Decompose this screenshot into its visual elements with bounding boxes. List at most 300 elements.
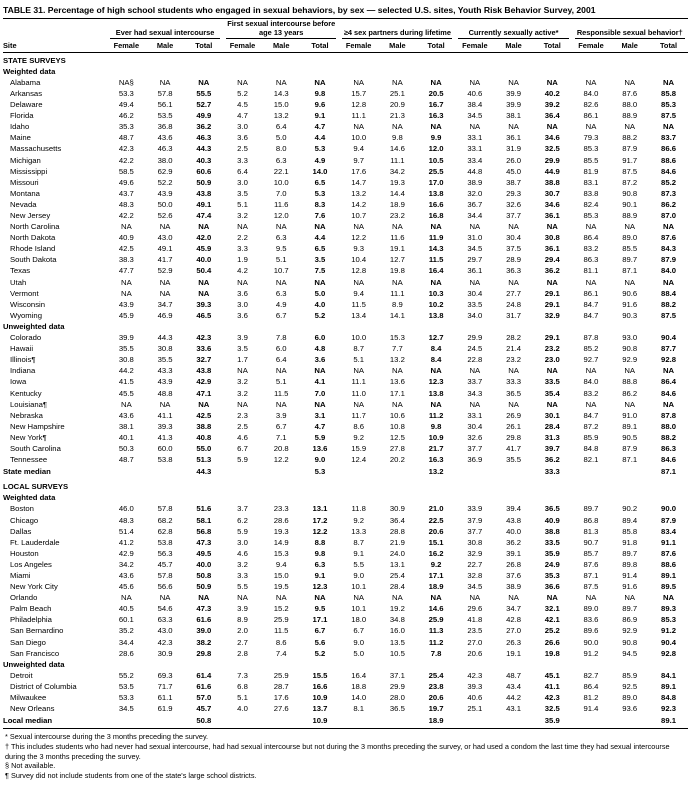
value-cell: 13.2 — [389, 355, 405, 365]
column-group-header: ≥4 sex partners during lifetime — [342, 28, 452, 40]
value-cell: 87.1 — [661, 467, 677, 477]
value-cell: 16.6 — [312, 681, 328, 691]
site-label: Vermont — [10, 288, 39, 298]
value-cell — [301, 52, 340, 66]
value-cell: 92.9 — [622, 355, 638, 365]
value-cell — [572, 479, 611, 492]
value-cell: 35.2 — [118, 626, 134, 636]
value-cell: 89.1 — [661, 571, 677, 580]
value-cell: NA — [624, 77, 636, 87]
value-cell: 87.1 — [622, 266, 638, 276]
value-cell: 11.1 — [351, 377, 366, 387]
column-group-header: Responsible sexual behavior† — [575, 28, 685, 40]
value-cell: NA — [275, 222, 287, 232]
value-cell: 9.4 — [353, 144, 365, 154]
value-cell: NA — [430, 399, 442, 409]
value-cell: 30.4 — [467, 421, 483, 431]
table-row — [3, 310, 688, 321]
value-cell: 33.3 — [506, 377, 522, 387]
value-cell: 87.6 — [661, 548, 677, 558]
site-label: Texas — [10, 266, 31, 276]
table-row — [3, 265, 688, 276]
value-cell: 81.9 — [583, 166, 599, 176]
value-cell: 32.6 — [467, 432, 483, 442]
value-cell: 7.0 — [314, 388, 326, 398]
value-cell — [262, 659, 301, 670]
value-cell: 87.6 — [661, 233, 677, 243]
site-label: New York¶ — [10, 432, 47, 442]
value-cell: 61.1 — [157, 693, 173, 703]
value-cell: 12.5 — [389, 432, 405, 442]
value-cell: NA — [546, 77, 558, 87]
value-cell: 52.9 — [157, 266, 173, 276]
site-label: South Carolina — [10, 443, 61, 453]
value-cell: 37.9 — [467, 515, 483, 525]
value-cell: 49.6 — [118, 177, 134, 187]
value-cell: NA — [546, 277, 558, 287]
value-cell: 48.3 — [118, 199, 134, 209]
value-cell: 87.6 — [583, 559, 599, 569]
value-cell: NA — [624, 593, 636, 603]
value-cell: 43.0 — [157, 626, 173, 636]
value-cell: 85.5 — [622, 244, 638, 254]
value-cell: 22.5 — [428, 515, 444, 525]
value-cell: 90.8 — [622, 344, 638, 354]
value-cell: 36.4 — [544, 111, 560, 121]
value-cell: 4.9 — [275, 299, 287, 309]
value-cell — [417, 52, 456, 66]
value-cell: 84.6 — [661, 166, 677, 176]
value-cell: 6.3 — [275, 233, 287, 243]
table-row — [3, 132, 688, 143]
value-cell — [301, 66, 340, 77]
value-cell: 45.6 — [118, 582, 134, 592]
value-cell: 10.1 — [351, 582, 367, 592]
value-cell: 3.0 — [237, 299, 248, 309]
value-cell — [572, 659, 611, 670]
table-row — [3, 110, 688, 121]
value-cell: 90.4 — [661, 637, 677, 647]
value-cell: 85.3 — [583, 144, 599, 154]
value-cell: 43.6 — [157, 133, 173, 143]
value-cell: 29.9 — [467, 333, 483, 343]
value-cell — [649, 66, 688, 77]
value-cell — [184, 492, 223, 503]
value-cell: 91.6 — [622, 299, 638, 309]
value-cell: 9.3 — [353, 244, 365, 254]
value-cell: 46.5 — [196, 310, 212, 320]
value-cell: NA — [353, 222, 365, 232]
value-cell: 89.6 — [583, 626, 599, 636]
value-cell — [184, 321, 223, 332]
value-cell — [146, 52, 185, 66]
value-cell: 11.5 — [351, 299, 366, 309]
value-cell: 13.1 — [312, 504, 328, 514]
value-cell: 32.9 — [544, 310, 560, 320]
value-cell: 38.0 — [157, 155, 173, 165]
value-cell: 9.1 — [314, 571, 326, 580]
value-cell — [533, 479, 572, 492]
value-cell: 3.5 — [314, 255, 326, 265]
value-cell: 56.6 — [157, 582, 173, 592]
value-cell: 45.1 — [544, 670, 560, 680]
value-cell: 36.4 — [389, 515, 405, 525]
value-cell: 14.9 — [273, 537, 289, 547]
value-cell: 8.7 — [353, 344, 365, 354]
value-cell — [494, 714, 533, 729]
table-row — [3, 88, 688, 99]
value-cell: 17.6 — [273, 693, 289, 703]
value-cell: 17.1 — [312, 615, 328, 625]
value-cell: 22.7 — [467, 559, 483, 569]
value-cell: 84.7 — [583, 310, 599, 320]
value-cell: 37.7 — [506, 211, 522, 220]
value-cell: 39.3 — [467, 681, 483, 691]
value-cell — [107, 492, 146, 503]
site-label: Illinois¶ — [10, 355, 36, 365]
value-cell: NA — [392, 77, 403, 87]
value-cell: 36.6 — [544, 582, 560, 592]
value-cell: 6.4 — [275, 122, 287, 132]
column-group-header: First sexual intercourse before age 13 years — [226, 19, 336, 39]
value-cell: 14.3 — [428, 244, 444, 254]
value-cell: 90.8 — [622, 188, 638, 198]
value-cell: 29.9 — [389, 681, 405, 691]
value-cell: 15.7 — [351, 88, 367, 98]
value-cell: 86.6 — [661, 144, 677, 154]
value-cell: 40.6 — [467, 88, 483, 98]
value-cell — [378, 659, 417, 670]
value-cell: 83.7 — [661, 133, 677, 143]
value-cell: 9.8 — [314, 88, 326, 98]
value-cell: 41.1 — [157, 410, 173, 420]
value-cell — [494, 321, 533, 332]
value-cell: 10.0 — [351, 133, 367, 143]
value-cell: 57.8 — [157, 88, 173, 98]
value-cell: NA — [469, 366, 481, 376]
sub-column-header: Total — [533, 39, 572, 52]
value-cell: 28.6 — [118, 648, 134, 658]
value-cell: 37.1 — [389, 670, 405, 680]
value-cell: 37.7 — [467, 443, 483, 453]
value-cell: 44.2 — [118, 366, 134, 376]
value-cell: 34.6 — [544, 133, 560, 143]
value-cell: 86.3 — [583, 255, 599, 265]
value-cell: 55.2 — [118, 670, 134, 680]
value-cell: 16.4 — [428, 266, 444, 276]
value-cell — [146, 492, 185, 503]
value-cell: 32.8 — [467, 571, 483, 580]
value-cell: 42.3 — [196, 333, 212, 343]
value-cell: 92.8 — [661, 355, 677, 365]
value-cell — [572, 465, 611, 479]
value-cell — [455, 321, 494, 332]
value-cell: 50.9 — [196, 177, 212, 187]
value-cell: 45.9 — [196, 244, 212, 254]
value-cell: 3.0 — [237, 537, 248, 547]
value-cell: 83.2 — [583, 388, 599, 398]
value-cell: 79.3 — [583, 133, 599, 143]
value-cell — [649, 321, 688, 332]
value-cell: 16.3 — [428, 111, 444, 121]
data-table — [3, 19, 688, 729]
value-cell: 87.9 — [661, 255, 677, 265]
value-cell: 7.8 — [275, 333, 287, 343]
value-cell: NA — [392, 366, 403, 376]
value-cell: 11.8 — [351, 504, 366, 514]
value-cell: 17.0 — [428, 177, 444, 187]
site-label: Louisiana¶ — [10, 399, 48, 409]
value-cell: 10.7 — [273, 266, 289, 276]
sub-column-header: Female — [572, 39, 611, 52]
value-cell: 56.1 — [157, 100, 173, 110]
value-cell: 13.2 — [351, 188, 367, 198]
value-cell: 87.2 — [583, 421, 599, 431]
value-cell: 12.4 — [351, 455, 367, 465]
value-cell: 33.1 — [467, 410, 483, 420]
table-row — [3, 681, 688, 692]
value-cell — [223, 321, 262, 332]
value-cell: NA — [585, 77, 597, 87]
site-label: Weighted data — [3, 493, 56, 503]
value-cell: 88.6 — [661, 155, 677, 165]
value-cell: 18.9 — [389, 199, 405, 209]
value-cell: 19.1 — [506, 648, 522, 658]
value-cell: 10.9 — [312, 693, 328, 703]
value-cell: NA — [392, 593, 403, 603]
value-cell: 40.9 — [118, 233, 134, 243]
value-cell: 69.3 — [157, 670, 173, 680]
value-cell: 10.5 — [389, 648, 405, 658]
value-cell: 38.4 — [467, 100, 483, 110]
value-cell — [572, 52, 611, 66]
value-cell: 87.1 — [622, 455, 638, 465]
value-cell: 49.1 — [196, 199, 212, 209]
site-label: Milwaukee — [10, 693, 47, 703]
value-cell: 88.2 — [661, 432, 677, 442]
value-cell: 21.3 — [389, 111, 405, 121]
value-cell: 12.2 — [351, 233, 367, 243]
table-row — [3, 232, 688, 243]
value-cell — [378, 66, 417, 77]
value-cell: 38.7 — [506, 177, 522, 187]
value-cell: 58.5 — [118, 166, 134, 176]
footnote: § Not available. — [5, 761, 56, 771]
value-cell: 36.2 — [196, 122, 212, 132]
value-cell: 6.0 — [275, 344, 287, 354]
value-cell: 27.8 — [389, 443, 405, 453]
value-cell: 61.6 — [196, 615, 212, 625]
value-cell: 9.5 — [314, 604, 326, 614]
value-cell: 21.7 — [428, 443, 444, 453]
value-cell: 36.2 — [544, 266, 560, 276]
value-cell: 35.5 — [157, 355, 173, 365]
site-label: Hawaii — [10, 344, 34, 354]
value-cell: 10.9 — [428, 432, 444, 442]
table-row — [3, 143, 688, 154]
value-cell: 91.1 — [661, 537, 677, 547]
value-cell: NA — [275, 593, 287, 603]
value-cell — [533, 52, 572, 66]
table-row — [3, 210, 688, 221]
value-cell: NA — [121, 277, 132, 287]
value-cell: 50.0 — [157, 199, 173, 209]
value-cell: 90.3 — [622, 310, 638, 320]
sub-column-header: Total — [301, 39, 340, 52]
value-cell: 47.3 — [196, 537, 212, 547]
value-cell: NA — [430, 593, 442, 603]
site-label: Houston — [10, 548, 39, 558]
table-row — [3, 625, 688, 636]
value-cell: 5.5 — [237, 582, 248, 592]
site-label: Kentucky — [10, 388, 42, 398]
table-row — [3, 166, 688, 177]
value-cell: NA — [430, 222, 442, 232]
value-cell: 55.5 — [196, 88, 212, 98]
value-cell: 3.9 — [237, 604, 248, 614]
value-cell: 34.2 — [118, 559, 134, 569]
value-cell: 61.6 — [196, 681, 212, 691]
value-cell: 5.5 — [353, 559, 365, 569]
value-cell: 39.3 — [157, 421, 173, 431]
value-cell: 45.0 — [506, 166, 522, 176]
value-cell: 91.7 — [622, 155, 638, 165]
sub-column-header: Male — [378, 39, 417, 52]
value-cell: 87.8 — [661, 410, 677, 420]
value-cell — [107, 52, 146, 66]
table-row — [3, 77, 688, 88]
value-cell: 6.0 — [314, 333, 326, 343]
value-cell — [572, 66, 611, 77]
value-cell: 25.2 — [544, 626, 560, 636]
value-cell: 90.0 — [661, 504, 677, 514]
value-cell: 16.4 — [351, 670, 367, 680]
value-cell: 12.8 — [351, 100, 367, 110]
value-cell: NA — [237, 277, 248, 287]
value-cell: 39.7 — [544, 443, 560, 453]
value-cell: NA — [198, 222, 210, 232]
value-cell: 36.9 — [467, 455, 483, 465]
value-cell: NA — [121, 399, 132, 409]
value-cell: 91.2 — [661, 626, 677, 636]
site-label: New York City — [10, 582, 58, 592]
value-cell: 28.4 — [544, 421, 560, 431]
value-cell: 36.5 — [544, 504, 560, 514]
value-cell: 10.6 — [389, 410, 405, 420]
value-cell: 93.6 — [622, 704, 638, 714]
value-cell: 8.6 — [353, 421, 365, 431]
sub-column-header: Male — [262, 39, 301, 52]
sub-column-header: Female — [455, 39, 494, 52]
value-cell: 29.1 — [544, 333, 560, 343]
site-label: Montana — [10, 188, 40, 198]
value-cell: 5.3 — [314, 144, 326, 154]
value-cell: NA — [546, 366, 558, 376]
value-cell — [533, 321, 572, 332]
site-label: San Bernardino — [10, 626, 64, 636]
value-cell: 23.2 — [506, 355, 522, 365]
site-label: Missouri — [10, 177, 39, 187]
value-cell: 9.7 — [353, 155, 365, 165]
value-cell — [107, 714, 146, 729]
value-cell: 92.8 — [661, 648, 677, 658]
value-cell: NA — [508, 222, 519, 232]
value-cell: 20.6 — [428, 693, 444, 703]
value-cell: 42.8 — [506, 615, 522, 625]
value-cell: 2.5 — [237, 421, 248, 431]
value-cell: 44.9 — [544, 166, 560, 176]
footnote: * Sexual intercourse during the 3 months preceding the survey. — [5, 732, 209, 742]
value-cell: 11.9 — [428, 233, 444, 243]
value-cell: 5.2 — [237, 88, 248, 98]
value-cell: 6.4 — [275, 355, 287, 365]
site-label: Florida — [10, 111, 34, 121]
value-cell — [262, 492, 301, 503]
table-row — [3, 421, 688, 432]
table-row — [3, 637, 688, 648]
value-cell: 18.9 — [428, 582, 444, 592]
value-cell — [146, 66, 185, 77]
value-cell: 4.6 — [237, 548, 248, 558]
value-cell: NA — [121, 593, 132, 603]
value-cell: 38.1 — [506, 111, 522, 121]
value-cell: 94.5 — [622, 648, 638, 658]
value-cell: 26.9 — [506, 410, 522, 420]
value-cell — [339, 479, 378, 492]
value-cell: 29.3 — [506, 188, 522, 198]
value-cell: 19.5 — [273, 582, 289, 592]
value-cell: NA — [662, 277, 675, 287]
value-cell: 11.2 — [428, 637, 444, 647]
value-cell: 4.7 — [314, 122, 326, 132]
value-cell: 62.9 — [157, 166, 173, 176]
value-cell: NA — [585, 593, 597, 603]
site-label: Utah — [10, 277, 27, 287]
value-cell — [533, 659, 572, 670]
value-cell: 9.4 — [353, 288, 365, 298]
value-cell: 8.8 — [314, 537, 326, 547]
value-cell: 2.2 — [237, 233, 248, 243]
value-cell: 9.2 — [353, 515, 365, 525]
value-cell: 37.7 — [467, 526, 483, 536]
value-cell: 7.3 — [237, 670, 248, 680]
value-cell: 16.6 — [428, 199, 444, 209]
value-cell: 16.8 — [428, 211, 444, 220]
value-cell: 3.0 — [237, 122, 248, 132]
value-cell — [610, 492, 649, 503]
value-cell: 28.2 — [506, 333, 522, 343]
value-cell: NA — [585, 122, 597, 132]
value-cell: 51.4 — [118, 526, 134, 536]
value-cell: 86.1 — [583, 288, 599, 298]
value-cell: 23.2 — [389, 211, 405, 220]
value-cell: 7.1 — [275, 432, 287, 442]
value-cell: 87.5 — [583, 582, 599, 592]
value-cell: 26.8 — [506, 559, 522, 569]
value-cell: 11.1 — [390, 288, 405, 298]
column-group-row — [3, 19, 688, 39]
value-cell: NA — [546, 399, 558, 409]
value-cell: 90.6 — [622, 288, 638, 298]
value-cell: 9.9 — [430, 133, 442, 143]
value-cell: 52.6 — [157, 211, 173, 220]
value-cell — [223, 479, 262, 492]
value-cell: 90.7 — [583, 537, 599, 547]
value-cell: 5.3 — [314, 467, 326, 477]
value-cell — [339, 66, 378, 77]
value-cell: 40.0 — [196, 559, 212, 569]
value-cell: 84.7 — [583, 299, 599, 309]
